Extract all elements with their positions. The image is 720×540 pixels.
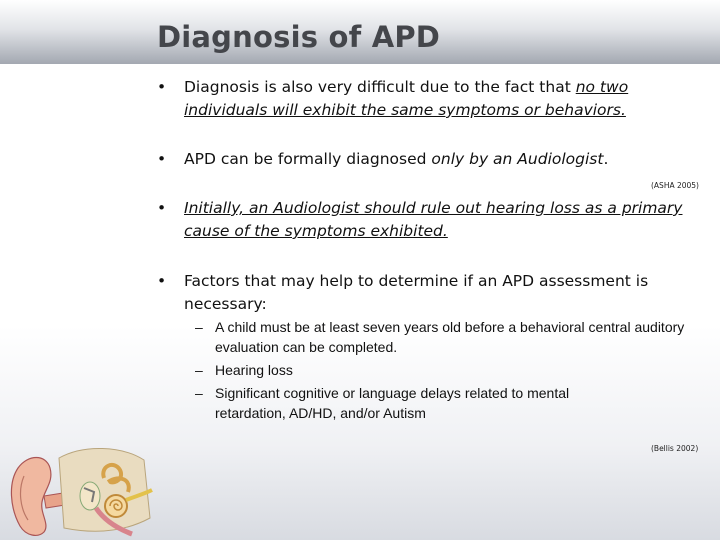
bullet-3-text (184, 197, 709, 243)
sub-bullet-marker: – (195, 362, 203, 378)
sub-bullet-2-text: Hearing loss (215, 362, 293, 378)
bullet-marker: • (157, 78, 167, 96)
bullet-2-emphasis: only by an Audiologist (431, 150, 604, 168)
bullet-1-lead: Diagnosis is also very difficult due to the fact that (184, 78, 576, 96)
citation-asha: (ASHA 2005) (651, 181, 699, 190)
bullet-marker: • (157, 199, 167, 217)
ear-anatomy-illustration-icon (4, 438, 154, 540)
slide-title: Diagnosis of APD (157, 20, 441, 54)
bullet-3-emphasis: Initially, an Audiologist should rule out hearing loss as a primary cause of the symptoms exhibited. (184, 199, 683, 240)
bullet-2-lead: APD can be formally diagnosed (184, 150, 432, 168)
bullet-2-tail: . (603, 150, 609, 168)
citation-bellis: (Bellis 2002) (651, 444, 699, 453)
bullet-1-text (184, 76, 704, 122)
sub-bullet-3-text: Significant cognitive or language delays related to mental retardation, AD/HD, and/or Autism (215, 385, 570, 421)
bullet-marker: • (157, 150, 167, 168)
sub-bullet-marker: – (195, 385, 203, 401)
sub-bullet-1-text: A child must be at least seven years old before a behavioral central auditory evaluation can be completed. (215, 319, 685, 355)
bullet-marker: • (157, 272, 167, 290)
bullet-4-text: Factors that may help to determine if an APD assessment is necessary: (184, 272, 649, 313)
sub-bullet-marker: – (195, 319, 203, 335)
bullet-2-text (184, 148, 704, 171)
bullet-1-emphasis: no two individuals will exhibit the same symptoms or behaviors. (184, 78, 629, 119)
